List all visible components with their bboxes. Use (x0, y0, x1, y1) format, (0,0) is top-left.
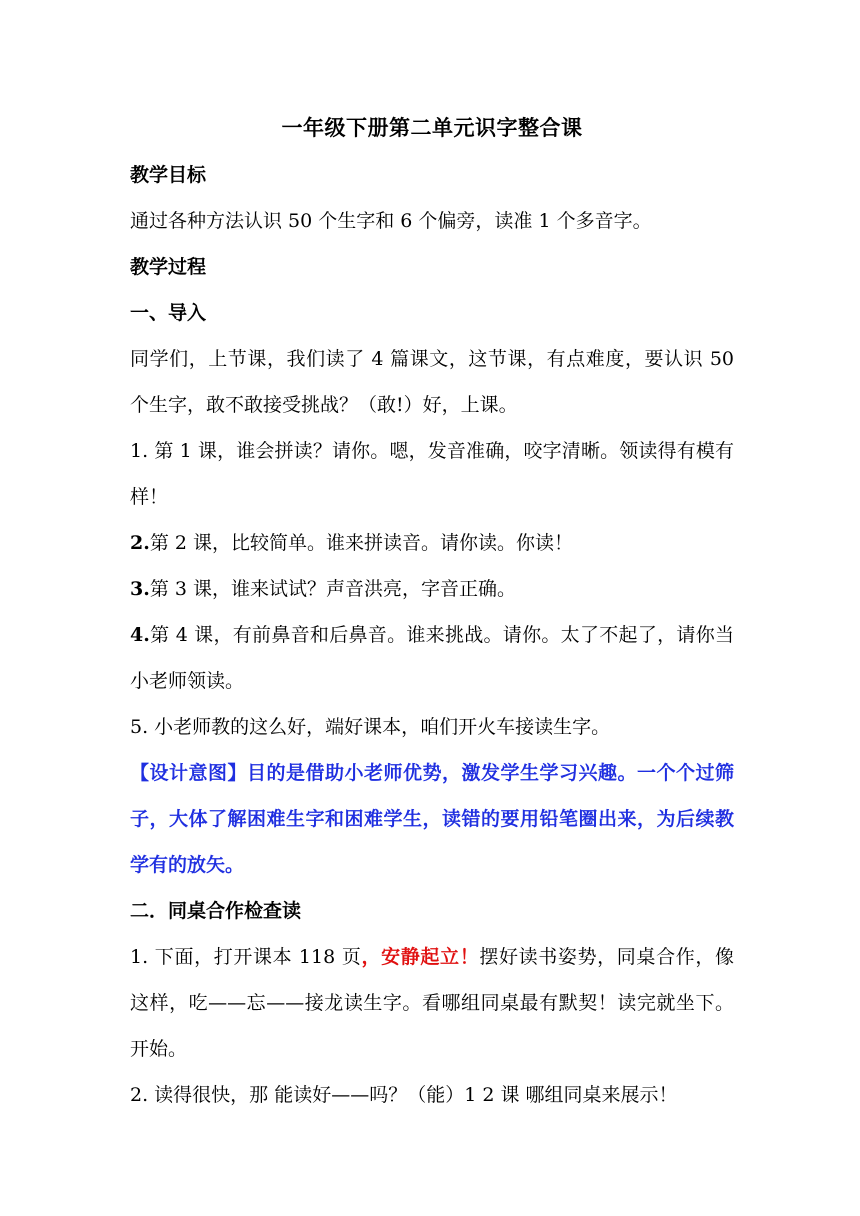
list-item-4-text: 第 4 课，有前鼻音和后鼻音。谁来挑战。请你。太了不起了，请你当小老师领读。 (130, 624, 734, 692)
section1-heading: 一、导入 (130, 302, 207, 324)
list-item-3 (130, 566, 734, 612)
list-item-4-number: 4. (130, 624, 150, 646)
list-item-1: 1. 第 1 课，谁会拼读？请你。嗯，发音准确，咬字清晰。领读得有模有样！ (130, 440, 734, 508)
list-item-2 (130, 520, 734, 566)
design-intent-note: 【设计意图】目的是借助小老师优势，激发学生学习兴趣。一个个过筛子，大体了解困难生字和困难学生，读错的要用铅笔圈出来，为后续教学有的放矢。 (130, 762, 734, 876)
process-heading: 教学过程 (130, 256, 207, 278)
section2-item-1-emphasis: ，安静起立！ (361, 946, 480, 968)
goal-heading: 教学目标 (130, 164, 207, 186)
list-item-5: 5. 小老师教的这么好，端好课本，咱们开火车接读生字。 (130, 716, 611, 738)
document-page (130, 108, 734, 1118)
section2-heading: 二．同桌合作检查读 (130, 900, 302, 922)
list-item-3-text: 第 3 课，谁来试试？声音洪亮，字音正确。 (149, 578, 517, 600)
intro-paragraph: 同学们，上节课，我们读了 4 篇课文，这节课，有点难度，要认识 50 个生字，敢不敢接受挑战？（敢!）好，上课。 (130, 348, 734, 416)
list-item-2-text: 第 2 课，比较简单。谁来拼读音。请你读。你读！ (149, 532, 574, 554)
list-item-2-number: 2. (130, 532, 150, 554)
section2-item-1-end: 摆好读书姿势，同桌合作，像这样，吃——忘——接龙读生字。看哪组同桌最有默契！读完就坐下。开始。 (130, 946, 734, 1060)
list-item-3-number: 3. (130, 578, 150, 600)
section2-item-1-start: 1. 下面，打开课本 118 页 (130, 946, 362, 968)
goal-text: 通过各种方法认识 50 个生字和 6 个偏旁，读准 1 个多音字。 (130, 210, 652, 232)
list-item-4 (130, 612, 734, 704)
document-title: 一年级下册第二单元识字整合课 (281, 116, 583, 140)
section2-item-1 (130, 934, 734, 1072)
section2-item-2: 2. 读得很快，那 能读好——吗？（能）1 2 课 哪组同桌来展示！ (130, 1084, 678, 1106)
